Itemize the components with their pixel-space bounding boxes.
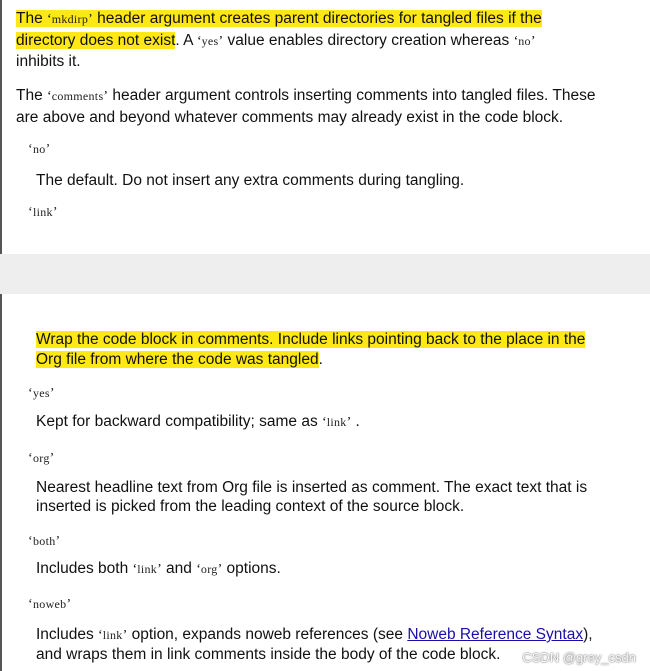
- link-description-line-2: Org file from where the code was tangled.: [36, 351, 323, 368]
- term-noweb: ‘noweb’: [28, 597, 72, 612]
- code-link: link: [137, 562, 158, 576]
- term-yes: ‘yes’: [28, 386, 55, 401]
- code-yes: yes: [201, 34, 219, 48]
- screenshot-separator: [0, 254, 650, 294]
- term-both-description: Includes both ‘link’ and ‘org’ options.: [36, 560, 281, 577]
- term-noweb-description-line-1: Includes ‘link’ option, expands noweb references (see Noweb Reference Syntax),: [36, 626, 593, 643]
- mkdirp-paragraph-line-1: The ‘mkdirp’ header argument creates parent directories for tangled files if the: [16, 10, 542, 27]
- term-org: ‘org’: [28, 451, 55, 466]
- code-link: link: [102, 628, 123, 642]
- csdn-watermark: CSDN @grey_csdn: [522, 650, 636, 665]
- term-no-description: The default. Do not insert any extra comments during tangling.: [36, 172, 465, 189]
- code-mkdirp: mkdirp: [51, 12, 89, 26]
- term-org-description-line-1: Nearest headline text from Org file is inserted as comment. The exact text that is: [36, 479, 588, 496]
- code-link: link: [326, 415, 347, 429]
- comments-paragraph-line-1: The ‘comments’ header argument controls inserting comments into tangled files. These: [16, 87, 596, 104]
- bottom-document-panel: [0, 294, 650, 671]
- term-link: ‘link’: [28, 205, 58, 220]
- mkdirp-paragraph-line-2: directory does not exist. A ‘yes’ value enables directory creation whereas ‘no’: [16, 32, 536, 49]
- code-org: org: [200, 562, 218, 576]
- term-both: ‘both’: [28, 534, 61, 549]
- link-description-line-1: Wrap the code block in comments. Include links pointing back to the place in the: [36, 331, 586, 348]
- term-noweb-description-line-2: and wraps them in link comments inside the body of the code block.: [36, 646, 501, 663]
- mkdirp-paragraph-line-3: inhibits it.: [16, 53, 81, 70]
- term-yes-description: Kept for backward compatibility; same as ‘link’ .: [36, 413, 360, 430]
- code-comments: comments: [51, 89, 104, 103]
- noweb-reference-syntax-link[interactable]: Noweb Reference Syntax: [407, 626, 584, 643]
- code-no: no: [518, 34, 531, 48]
- comments-paragraph-line-2: are above and beyond whatever comments may already exist in the code block.: [16, 109, 564, 126]
- top-document-panel: [0, 0, 650, 254]
- term-no: ‘no’: [28, 142, 51, 157]
- term-org-description-line-2: inserted is picked from the leading context of the source block.: [36, 498, 465, 515]
